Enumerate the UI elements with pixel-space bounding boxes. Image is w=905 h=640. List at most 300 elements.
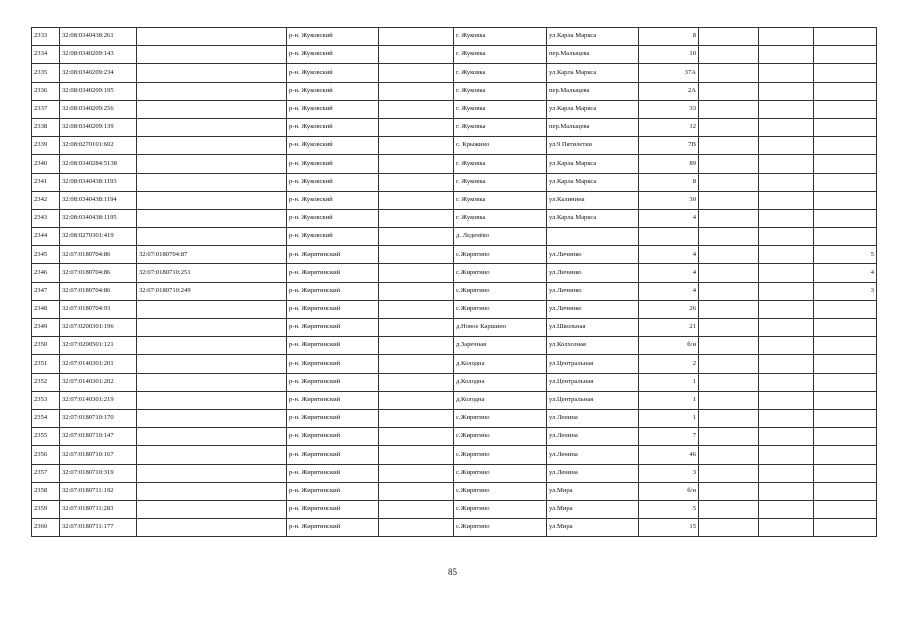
cadastral-number-cell: 32:08:0340209:256 (60, 100, 137, 118)
extra-cell-2 (759, 100, 814, 118)
second-cadastral-number-cell (137, 28, 287, 46)
row-number-cell: 2342 (32, 191, 60, 209)
table-row (32, 64, 877, 82)
street-cell: ул.Ленина (547, 446, 639, 464)
locality-cell: с.Жирятино (454, 500, 547, 518)
apartment-number-cell (814, 373, 877, 391)
row-number-cell: 2339 (32, 137, 60, 155)
cadastral-number-cell: 32:07:0140301:201 (60, 355, 137, 373)
cadastral-number-cell: 32:08:0340438:1195 (60, 209, 137, 227)
district-cell: р-н. Жирятинский (287, 246, 379, 264)
extra-cell-2 (759, 209, 814, 227)
street-cell: пер.Малыцева (547, 82, 639, 100)
apartment-number-cell (814, 100, 877, 118)
table-row (32, 155, 877, 173)
table-row (32, 464, 877, 482)
extra-cell-1 (699, 337, 759, 355)
blank-cell (379, 264, 454, 282)
extra-cell-1 (699, 482, 759, 500)
locality-cell: с. Крыжино (454, 137, 547, 155)
second-cadastral-number-cell (137, 82, 287, 100)
blank-cell (379, 191, 454, 209)
cadastral-number-cell: 32:07:0180704:86 (60, 282, 137, 300)
blank-cell (379, 282, 454, 300)
cadastral-number-cell: 32:08:0340209:195 (60, 82, 137, 100)
cadastral-number-cell: 32:07:0200301:196 (60, 319, 137, 337)
table-row (32, 118, 877, 136)
locality-cell: с.Жирятино (454, 482, 547, 500)
house-number-cell: 21 (639, 319, 699, 337)
second-cadastral-number-cell: 32:07:0180710:251 (137, 264, 287, 282)
locality-cell: с.Жирятино (454, 428, 547, 446)
house-number-cell: 4 (639, 282, 699, 300)
extra-cell-1 (699, 246, 759, 264)
blank-cell (379, 319, 454, 337)
extra-cell-2 (759, 428, 814, 446)
extra-cell-2 (759, 337, 814, 355)
row-number-cell: 2357 (32, 464, 60, 482)
second-cadastral-number-cell: 32:07:0180710:249 (137, 282, 287, 300)
extra-cell-2 (759, 500, 814, 518)
table-row (32, 409, 877, 427)
house-number-cell: 26 (639, 300, 699, 318)
extra-cell-1 (699, 155, 759, 173)
extra-cell-2 (759, 391, 814, 409)
house-number-cell: 1 (639, 373, 699, 391)
extra-cell-1 (699, 373, 759, 391)
district-cell: р-н. Жирятинский (287, 428, 379, 446)
cadastral-number-cell: 32:07:0180710:167 (60, 446, 137, 464)
cadastral-number-cell: 32:08:0340209:143 (60, 46, 137, 64)
locality-cell: с.Жирятино (454, 409, 547, 427)
table-row (32, 300, 877, 318)
district-cell: р-н. Жуковский (287, 137, 379, 155)
house-number-cell: 5 (639, 500, 699, 518)
table-row (32, 264, 877, 282)
row-number-cell: 2344 (32, 228, 60, 246)
second-cadastral-number-cell (137, 519, 287, 537)
house-number-cell: 12 (639, 118, 699, 136)
page-number: 85 (448, 567, 457, 577)
table-row (32, 228, 877, 246)
extra-cell-2 (759, 464, 814, 482)
blank-cell (379, 64, 454, 82)
locality-cell: д.Новое Каршино (454, 319, 547, 337)
extra-cell-2 (759, 228, 814, 246)
street-cell: ул.Колхозная (547, 337, 639, 355)
district-cell: р-н. Жирятинский (287, 337, 379, 355)
extra-cell-1 (699, 100, 759, 118)
blank-cell (379, 337, 454, 355)
row-number-cell: 2338 (32, 118, 60, 136)
house-number-cell: 1 (639, 409, 699, 427)
apartment-number-cell (814, 137, 877, 155)
blank-cell (379, 209, 454, 227)
table-row (32, 519, 877, 537)
locality-cell: г. Жуковка (454, 118, 547, 136)
blank-cell (379, 173, 454, 191)
second-cadastral-number-cell (137, 500, 287, 518)
cadastral-number-cell: 32:07:0200501:121 (60, 337, 137, 355)
locality-cell: г. Жуковка (454, 173, 547, 191)
apartment-number-cell (814, 391, 877, 409)
district-cell: р-н. Жуковский (287, 100, 379, 118)
cadastral-number-cell: 32:08:0340438:261 (60, 28, 137, 46)
blank-cell (379, 428, 454, 446)
cadastral-number-cell: 32:07:0140301:202 (60, 373, 137, 391)
second-cadastral-number-cell: 32:07:0180704:87 (137, 246, 287, 264)
extra-cell-1 (699, 409, 759, 427)
row-number-cell: 2336 (32, 82, 60, 100)
table-row (32, 82, 877, 100)
blank-cell (379, 464, 454, 482)
row-number-cell: 2359 (32, 500, 60, 518)
table-row (32, 446, 877, 464)
table-row (32, 100, 877, 118)
second-cadastral-number-cell (137, 209, 287, 227)
apartment-number-cell (814, 428, 877, 446)
house-number-cell (639, 228, 699, 246)
second-cadastral-number-cell (137, 337, 287, 355)
extra-cell-2 (759, 246, 814, 264)
second-cadastral-number-cell (137, 409, 287, 427)
row-number-cell: 2353 (32, 391, 60, 409)
street-cell: ул.Карла Маркса (547, 209, 639, 227)
second-cadastral-number-cell (137, 482, 287, 500)
row-number-cell: 2334 (32, 46, 60, 64)
second-cadastral-number-cell (137, 391, 287, 409)
blank-cell (379, 355, 454, 373)
locality-cell: г. Жуковка (454, 100, 547, 118)
extra-cell-2 (759, 446, 814, 464)
row-number-cell: 2354 (32, 409, 60, 427)
table-row (32, 246, 877, 264)
district-cell: р-н. Жирятинский (287, 482, 379, 500)
locality-cell: д.Колодна (454, 391, 547, 409)
table-row (32, 28, 877, 46)
cadastral-number-cell: 32:07:0180704:86 (60, 246, 137, 264)
apartment-number-cell (814, 228, 877, 246)
cadastral-number-cell: 32:07:0180704:93 (60, 300, 137, 318)
house-number-cell: 10 (639, 46, 699, 64)
district-cell: р-н. Жуковский (287, 64, 379, 82)
house-number-cell: 15 (639, 519, 699, 537)
row-number-cell: 2351 (32, 355, 60, 373)
row-number-cell: 2340 (32, 155, 60, 173)
house-number-cell: б/н (639, 337, 699, 355)
second-cadastral-number-cell (137, 300, 287, 318)
blank-cell (379, 391, 454, 409)
table-row (32, 191, 877, 209)
row-number-cell: 2347 (32, 282, 60, 300)
extra-cell-2 (759, 137, 814, 155)
cadastral-number-cell: 32:08:0270301:419 (60, 228, 137, 246)
street-cell: ул.Центральная (547, 355, 639, 373)
extra-cell-1 (699, 264, 759, 282)
table-row (32, 46, 877, 64)
second-cadastral-number-cell (137, 46, 287, 64)
extra-cell-1 (699, 519, 759, 537)
district-cell: р-н. Жирятинский (287, 391, 379, 409)
district-cell: р-н. Жирятинский (287, 282, 379, 300)
street-cell: ул.Карла Маркса (547, 100, 639, 118)
street-cell: пер.Малыцева (547, 118, 639, 136)
extra-cell-2 (759, 264, 814, 282)
house-number-cell: 4 (639, 264, 699, 282)
house-number-cell: 46 (639, 446, 699, 464)
cadastral-number-cell: 32:08:0340209:234 (60, 64, 137, 82)
extra-cell-2 (759, 519, 814, 537)
apartment-number-cell (814, 46, 877, 64)
second-cadastral-number-cell (137, 191, 287, 209)
cadastral-number-cell: 32:07:0180710:319 (60, 464, 137, 482)
apartment-number-cell (814, 319, 877, 337)
second-cadastral-number-cell (137, 64, 287, 82)
second-cadastral-number-cell (137, 446, 287, 464)
apartment-number-cell: 4 (814, 264, 877, 282)
extra-cell-1 (699, 319, 759, 337)
house-number-cell: 8 (639, 173, 699, 191)
row-number-cell: 2352 (32, 373, 60, 391)
house-number-cell: 8 (639, 28, 699, 46)
locality-cell: с.Жирятино (454, 264, 547, 282)
row-number-cell: 2343 (32, 209, 60, 227)
cadastral-number-cell: 32:08:0340438:1194 (60, 191, 137, 209)
extra-cell-1 (699, 173, 759, 191)
extra-cell-2 (759, 28, 814, 46)
locality-cell: г. Жуковка (454, 209, 547, 227)
blank-cell (379, 28, 454, 46)
second-cadastral-number-cell (137, 355, 287, 373)
locality-cell: г. Жуковка (454, 46, 547, 64)
second-cadastral-number-cell (137, 373, 287, 391)
extra-cell-2 (759, 155, 814, 173)
extra-cell-2 (759, 373, 814, 391)
extra-cell-2 (759, 409, 814, 427)
blank-cell (379, 409, 454, 427)
extra-cell-2 (759, 482, 814, 500)
cadastral-number-cell: 32:08:0340438:1193 (60, 173, 137, 191)
apartment-number-cell (814, 64, 877, 82)
cadastral-number-cell: 32:07:0140301:219 (60, 391, 137, 409)
apartment-number-cell (814, 500, 877, 518)
extra-cell-2 (759, 173, 814, 191)
table-row (32, 173, 877, 191)
district-cell: р-н. Жуковский (287, 155, 379, 173)
apartment-number-cell (814, 82, 877, 100)
locality-cell: г. Жуковка (454, 82, 547, 100)
extra-cell-1 (699, 118, 759, 136)
second-cadastral-number-cell (137, 319, 287, 337)
second-cadastral-number-cell (137, 137, 287, 155)
locality-cell: д.Заречная (454, 337, 547, 355)
house-number-cell: 7 (639, 428, 699, 446)
table-row (32, 428, 877, 446)
second-cadastral-number-cell (137, 464, 287, 482)
house-number-cell: 2А (639, 82, 699, 100)
house-number-cell: 30 (639, 191, 699, 209)
locality-cell: г. Жуковка (454, 28, 547, 46)
extra-cell-1 (699, 137, 759, 155)
apartment-number-cell (814, 409, 877, 427)
row-number-cell: 2333 (32, 28, 60, 46)
street-cell: ул.Ленина (547, 409, 639, 427)
extra-cell-1 (699, 355, 759, 373)
blank-cell (379, 137, 454, 155)
district-cell: р-н. Жирятинский (287, 373, 379, 391)
house-number-cell: 7В (639, 137, 699, 155)
locality-cell: с.Жирятино (454, 519, 547, 537)
blank-cell (379, 482, 454, 500)
row-number-cell: 2346 (32, 264, 60, 282)
cadastral-number-cell: 32:07:0180710:147 (60, 428, 137, 446)
table-row (32, 209, 877, 227)
extra-cell-1 (699, 28, 759, 46)
second-cadastral-number-cell (137, 428, 287, 446)
apartment-number-cell (814, 446, 877, 464)
row-number-cell: 2335 (32, 64, 60, 82)
table-row (32, 137, 877, 155)
apartment-number-cell (814, 519, 877, 537)
cadastral-number-cell: 32:08:0340209:139 (60, 118, 137, 136)
blank-cell (379, 246, 454, 264)
house-number-cell: 1 (639, 391, 699, 409)
locality-cell: г. Жуковка (454, 64, 547, 82)
table-row (32, 373, 877, 391)
extra-cell-1 (699, 209, 759, 227)
district-cell: р-н. Жирятинский (287, 264, 379, 282)
house-number-cell: 4 (639, 246, 699, 264)
street-cell: пер.Малыцева (547, 46, 639, 64)
apartment-number-cell (814, 337, 877, 355)
extra-cell-1 (699, 82, 759, 100)
house-number-cell: 4 (639, 209, 699, 227)
extra-cell-2 (759, 118, 814, 136)
street-cell: ул.Калинина (547, 191, 639, 209)
second-cadastral-number-cell (137, 118, 287, 136)
extra-cell-1 (699, 300, 759, 318)
district-cell: р-н. Жирятинский (287, 464, 379, 482)
cadastral-number-cell: 32:07:0180704:86 (60, 264, 137, 282)
blank-cell (379, 519, 454, 537)
street-cell: ул.Центральная (547, 391, 639, 409)
district-cell: р-н. Жуковский (287, 209, 379, 227)
locality-cell: с.Жирятино (454, 282, 547, 300)
table-row (32, 282, 877, 300)
blank-cell (379, 228, 454, 246)
row-number-cell: 2349 (32, 319, 60, 337)
second-cadastral-number-cell (137, 100, 287, 118)
district-cell: р-н. Жирятинский (287, 409, 379, 427)
extra-cell-1 (699, 191, 759, 209)
cadastral-number-cell: 32:07:0180711:192 (60, 482, 137, 500)
district-cell: р-н. Жуковский (287, 228, 379, 246)
street-cell: ул.Карла Маркса (547, 155, 639, 173)
row-number-cell: 2356 (32, 446, 60, 464)
row-number-cell: 2360 (32, 519, 60, 537)
locality-cell: д.Колодна (454, 355, 547, 373)
cadastral-number-cell: 32:08:0270101:602 (60, 137, 137, 155)
district-cell: р-н. Жуковский (287, 82, 379, 100)
street-cell: ул.Личинко (547, 246, 639, 264)
street-cell: ул.Личинко (547, 264, 639, 282)
locality-cell: с.Жирятино (454, 300, 547, 318)
district-cell: р-н. Жирятинский (287, 446, 379, 464)
district-cell: р-н. Жуковский (287, 191, 379, 209)
district-cell: р-н. Жуковский (287, 28, 379, 46)
apartment-number-cell (814, 155, 877, 173)
street-cell: ул.Карла Маркса (547, 173, 639, 191)
registry-table (31, 27, 877, 537)
table-row (32, 482, 877, 500)
blank-cell (379, 300, 454, 318)
row-number-cell: 2355 (32, 428, 60, 446)
row-number-cell: 2341 (32, 173, 60, 191)
extra-cell-1 (699, 464, 759, 482)
extra-cell-2 (759, 300, 814, 318)
district-cell: р-н. Жуковский (287, 118, 379, 136)
house-number-cell: б/н (639, 482, 699, 500)
district-cell: р-н. Жуковский (287, 173, 379, 191)
cadastral-number-cell: 32:08:0340284:5138 (60, 155, 137, 173)
locality-cell: г. Жуковка (454, 155, 547, 173)
extra-cell-1 (699, 428, 759, 446)
street-cell: ул.Личинко (547, 282, 639, 300)
district-cell: р-н. Жирятинский (287, 300, 379, 318)
house-number-cell: 2 (639, 355, 699, 373)
apartment-number-cell (814, 300, 877, 318)
table-body (32, 28, 877, 537)
blank-cell (379, 82, 454, 100)
apartment-number-cell: 5 (814, 246, 877, 264)
locality-cell: д. Леденёво (454, 228, 547, 246)
locality-cell: г. Жуковка (454, 191, 547, 209)
apartment-number-cell (814, 482, 877, 500)
district-cell: р-н. Жирятинский (287, 355, 379, 373)
blank-cell (379, 446, 454, 464)
table-row (32, 355, 877, 373)
table-row (32, 500, 877, 518)
district-cell: р-н. Жуковский (287, 46, 379, 64)
cadastral-number-cell: 32:07:0180711:177 (60, 519, 137, 537)
apartment-number-cell (814, 173, 877, 191)
district-cell: р-н. Жирятинский (287, 519, 379, 537)
row-number-cell: 2358 (32, 482, 60, 500)
extra-cell-2 (759, 191, 814, 209)
second-cadastral-number-cell (137, 173, 287, 191)
row-number-cell: 2348 (32, 300, 60, 318)
extra-cell-2 (759, 319, 814, 337)
row-number-cell: 2350 (32, 337, 60, 355)
cadastral-number-cell: 32:07:0180711:283 (60, 500, 137, 518)
extra-cell-1 (699, 46, 759, 64)
street-cell: ул.Личинко (547, 300, 639, 318)
apartment-number-cell (814, 209, 877, 227)
extra-cell-1 (699, 446, 759, 464)
district-cell: р-н. Жирятинский (287, 319, 379, 337)
blank-cell (379, 118, 454, 136)
apartment-number-cell: 3 (814, 282, 877, 300)
apartment-number-cell (814, 464, 877, 482)
street-cell: ул.Школьная (547, 319, 639, 337)
locality-cell: с.Жирятино (454, 464, 547, 482)
second-cadastral-number-cell (137, 228, 287, 246)
street-cell: ул.Ленина (547, 464, 639, 482)
table-row (32, 319, 877, 337)
street-cell: ул.Ленина (547, 428, 639, 446)
street-cell: ул.9 Пятилетки (547, 137, 639, 155)
blank-cell (379, 100, 454, 118)
